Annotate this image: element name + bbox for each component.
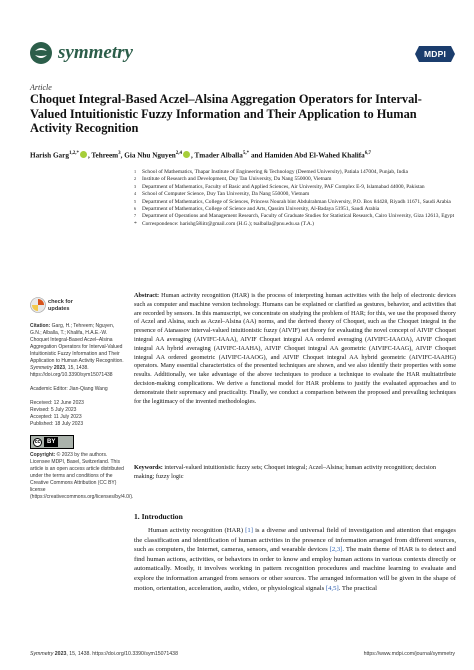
affiliation-text: Department of Mathematics, Faculty of Basic and Applied Sciences, Air University, PAF Complex E-9, Islamabad 44000, Pakistan [142,183,425,190]
publisher-name: MDPI [423,49,447,59]
affiliation-item [134,176,464,183]
symmetry-logo-icon [30,42,52,64]
journal-header [0,0,474,70]
abstract-label: Abstract: [134,292,160,299]
author-affiliation-marker: 3 [118,151,121,156]
cc-icon: cc [34,438,41,445]
author-name: Harish Garg [30,151,69,160]
article-type: Article [30,83,52,92]
intro-text-1: Human activity recognition (HAR) [148,527,246,534]
section-heading: 1. Introduction [134,512,183,521]
copyright-label: Copyright: [30,452,56,458]
author-list [30,149,455,160]
reference-link[interactable]: [1] [245,527,253,534]
author-separator: , [191,151,195,160]
citation-journal: Symmetry [30,365,53,371]
author-separator: and [249,151,265,160]
affiliation-text: Department of Mathematics, College of Sciences, Princess Nourah bint Abdulrahman University, P.O. Box 84428, Riyadh 11671, Saudi Arabia [142,198,451,205]
affiliation-number: 5 [134,198,137,204]
author-name: Tmader Alballa [194,151,243,160]
footer-year: 2023 [54,651,67,657]
article-title: Choquet Integral-Based Aczel–Alsina Aggregation Operators for Interval-Valued Intuitionistic Fuzzy Information and Their Application to Human Activity Recognition [30,92,422,135]
updates-line-1: check for [48,299,73,305]
intro-text-3: . The main theme of HAR is to detect and find human actions, activities, or behaviors in order to know and employ human actions in various contexts directly or automatically. Mostly, it involves working in pattern recognition procedures and machine learning to evaluate and explore the information arranged from sensors or other sources. The arranged information will be given in the shape of motion, orientation, acceleration, audio, video, or physiological signals [134,546,456,592]
cc-license-badge[interactable] [30,435,126,449]
affiliation-number: 2 [134,176,137,182]
keywords-label: Keywords: [134,464,163,471]
affiliation-text: Department of Operations and Management Research, Faculty of Graduate Studies for Statistical Research, Cairo University, Giza 12613, Egypt [142,213,455,220]
citation-text: Garg, H.; Tehreem; Nguyen, G.N.; Alballa, T.; Khalifa, H.A.E.-W. Choquet Integral-Based Aczel–Alsina Aggregation Operators for Interval-Valued Intuitionistic Fuzzy Information and Their Application to Human Activity Recognition. [30,323,124,364]
updates-line-2: updates [48,305,70,312]
author-name: Tehreem [91,151,119,160]
received-date: Received: 12 June 2023 [30,400,84,406]
author-name: Hamiden Abd El-Wahed Khalifa [264,151,365,160]
affiliation-text: Institute of Research and Development, Duy Tan University, Da Nang 550000, Vietnam [142,176,332,183]
author-affiliation-marker: 1,2,* [68,151,79,156]
introduction-paragraph [134,526,456,593]
affiliation-item [134,191,464,198]
affiliation-number: * [134,220,137,227]
author-affiliation-marker: 6,7 [364,151,372,156]
orcid-icon[interactable] [183,151,190,158]
author-separator: , [87,151,92,160]
citation-year: 2023 [53,365,66,371]
reference-link[interactable]: [4,5] [325,584,339,592]
author-name: Gia Nhu Nguyen [124,151,176,160]
citation-rest[interactable]: , 15, 1438. https://doi.org/10.3390/sym15071438 [30,365,113,378]
published-date: Published: 18 July 2023 [30,421,84,427]
author-separator: , [120,151,125,160]
affiliations [134,169,464,228]
intro-text-2: is a diverse and universal field of investigation and attention that engages the classification and identification of human activities in the presence of information arranged from different sources, such as computers, the Internet, cameras, sensors, and wearable devices [134,527,456,554]
author-affiliation-marker: 5,* [242,151,250,156]
abstract [134,292,456,406]
footer-citation [30,651,178,657]
footer-journal: Symmetry [30,651,54,657]
citation-label: Citation: [30,323,51,329]
affiliation-text: Department of Mathematics, College of Science and Arts, Qassim University, Al-Badaya 51951, Saudi Arabia [142,206,380,213]
citation-block [30,323,126,379]
keywords-text: interval-valued intuitionistic fuzzy sets; Choquet integral; Aczel–Alsina; human activity recognition; decision making; fuzzy logic [134,464,436,480]
dates-block [30,400,126,428]
cc-by-label: BY [44,437,58,447]
orcid-icon[interactable] [80,151,87,158]
footer-url[interactable]: https://www.mdpi.com/journal/symmetry [363,651,455,657]
affiliation-text: School of Mathematics, Thapar Institute of Engineering & Technology (Deemed University), Patiala 147004, Punjab, India [142,169,408,175]
affiliation-text: Correspondence: harishg58iitr@gmail.com (H.G.); tsalballa@pnu.edu.sa (T.A.) [142,220,314,227]
affiliation-number: 6 [134,206,137,212]
academic-editor: Academic Editor: Jian-Qiang Wang [30,386,108,392]
copyright-block [30,452,134,501]
affiliation-number: 4 [134,191,137,197]
affiliation-number: 1 [134,169,137,174]
keywords [134,464,456,482]
footer-doi[interactable]: , 15, 1438. https://doi.org/10.3390/sym15071438 [66,651,178,657]
affiliation-item [134,213,464,220]
reference-link[interactable]: [2,3] [329,546,343,554]
affiliation-number: 7 [134,213,137,219]
revised-date: Revised: 5 July 2023 [30,407,77,413]
journal-name: symmetry [58,42,133,63]
affiliation-item [134,199,464,206]
accepted-date: Accepted: 11 July 2023 [30,414,82,420]
affiliation-number: 3 [134,183,137,189]
intro-text-4: . The practical [338,584,377,592]
check-for-updates-icon [30,297,46,313]
check-for-updates-badge[interactable] [30,297,126,315]
affiliation-item [134,221,464,228]
author-affiliation-marker: 2,4 [175,151,183,156]
affiliation-text: School of Computer Science, Duy Tan University, Da Nang 550000, Vietnam [142,191,310,198]
abstract-text: Human activity recognition (HAR) is the process of interpreting human activities with the help of electronic devices such as computer and machine version technology. Humans can be explained or clarified as gestures, behavior, and activities that are recorded by sensors. In this manuscript, we concentrate on studying the problem of HAR; for this, we use the proposed theory of Aczel and Alsina, such as Aczel–Alsina (AA) norms, and the derived theory of Choquet, such as the Choquet integral in the presence of Atanassov interval-valued intuitionistic fuzzy (AIVIF) set theory for evaluating the novel concept of AIVIF Choquet integral AA averaging (AIVIFC-IAAA), AIVIF Choquet integral AA ordered averaging (AIVIFC-IAAOA), AIVIF Choquet integral AA hybrid averaging (AIVIFC-IAAHA), AIVIF Choquet integral AA geometric (AIVIFC-IAAG), AIVIF Choquet integral AA ordered geometric (AIVIFC-IAAOG), and AIVIF Choquet integral AA hybrid geometric (AIVIFC-IAAHG) operators. Many essential characteristics of the presented techniques are shown, and we also identify their properties with some results. Additionally, we take advantage of the above techniques to produce a technique to evaluate the HAR multiattribute decision-making complications. We derive a functional model for HAR problems to justify the evaluated approaches and to demonstrate their supremacy and practicality. Finally, we conduct a comparison between the proposed and prevailing techniques for the legitimacy of the invented methodologies. [134,292,457,405]
copyright-text: © 2023 by the authors. Licensee MDPI, Basel, Switzerland. This article is an open access article distributed under the terms and conditions of the Creative Commons Attribution (CC BY) license (https://creativecommons.org/licenses/by/4.0/). [30,452,134,500]
article-info-sidebar [30,297,134,508]
